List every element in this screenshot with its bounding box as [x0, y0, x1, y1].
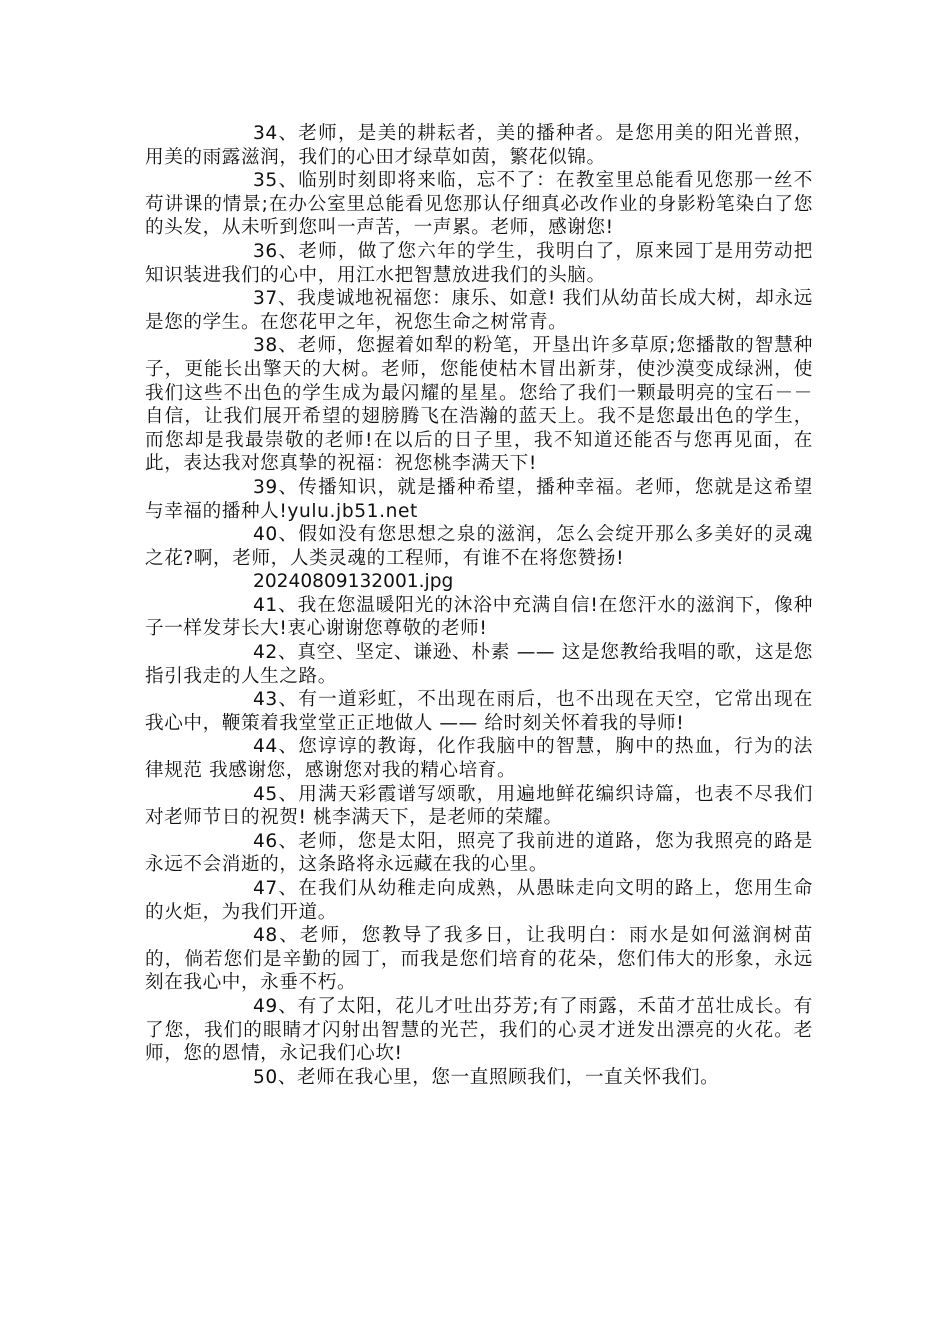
- paragraph-50: 50、老师在我心里，您一直照顾我们，一直关怀我们。: [253, 1066, 720, 1088]
- paragraph-49: 49、有了太阳，花儿才吐出芬芳;有了雨露，禾苗才茁壮成长。有了您，我们的眼睛才闪射出智慧的光芒，我们的心灵才迸发出漂亮的火花。老师，您的恩情，永记我们心坎!: [145, 995, 813, 1065]
- paragraph-34: 34、老师，是美的耕耘者，美的播种者。是您用美的阳光普照，用美的雨露滋润，我们的心田才绿草如茵，繁花似锦。: [145, 123, 813, 168]
- paragraph-42: 42、真空、坚定、谦逊、朴素 —— 这是您教给我唱的歌，这是您指引我走的人生之路。: [145, 642, 813, 687]
- paragraph-38: 38、老师，您握着如犁的粉笔，开垦出许多草原;您播散的智慧种子，更能长出擎天的大树。老师，您能使枯木冒出新芽，使沙漠变成绿洲，使我们这些不出色的学生成为最闪耀的星星。您给了我们一颗最明亮的宝石－－自信，让我们展开希望的翅膀腾飞在浩瀚的蓝天上。我不是您最出色的学生，而您却是我最崇敬的老师!在以后的日子里，我不知道还能否与您再见面，在此，表达我对您真挚的祝福：祝您桃李满天下!: [145, 335, 813, 475]
- paragraph-35: 35、临别时刻即将来临，忘不了：在教室里总能看见您那一丝不苟讲课的情景;在办公室里总能看见您那认仔细真必改作业的身影粉笔染白了您的头发，从未听到您叫一声苦，一声累。老师，感谢您!: [145, 170, 813, 239]
- paragraph-48: 48、老师，您教导了我多日，让我明白：雨水是如何滋润树苗的，倘若您们是辛勤的园丁，而我是您们培育的花朵，您们伟大的形象，永远刻在我心中，永垂不朽。: [145, 925, 813, 994]
- paragraph-47: 47、在我们从幼稚走向成熟，从愚昧走向文明的路上，您用生命的火炬，为我们开道。: [145, 878, 813, 923]
- paragraph-45: 45、用满天彩霞谱写颂歌，用遍地鲜花编织诗篇，也表不尽我们对老师节日的祝贺! 桃李满天下，是老师的荣耀。: [145, 783, 813, 829]
- paragraph-40: 40、假如没有您思想之泉的滋润，怎么会绽开那么多美好的灵魂之花?啊，老师，人类灵魂的工程师，有谁不在将您赞扬!: [145, 524, 813, 569]
- image-filename: 20240809132001.jpg: [253, 571, 454, 593]
- document-page: [145, 122, 813, 1089]
- paragraph-43: 43、有一道彩虹，不出现在雨后，也不出现在天空，它常出现在我心中，鞭策着我堂堂正正地做人 —— 给时刻关怀着我的导师!: [145, 689, 813, 734]
- paragraph-36: 36、老师，做了您六年的学生，我明白了，原来园丁是用劳动把知识装进我们的心中，用江水把智慧放进我们的头脑。: [145, 240, 813, 286]
- paragraph-39: 39、传播知识，就是播种希望，播种幸福。老师，您就是这希望与幸福的播种人!yulu.jb51.net: [145, 476, 813, 522]
- paragraph-37: 37、我虔诚地祝福您：康乐、如意! 我们从幼苗长成大树，却永远是您的学生。在您花甲之年，祝您生命之树常青。: [145, 288, 814, 333]
- paragraph-41: 41、我在您温暖阳光的沐浴中充满自信!在您汗水的滋润下，像种子一样发芽长大!衷心谢谢您尊敬的老师!: [145, 594, 813, 640]
- paragraph-46: 46、老师，您是太阳，照亮了我前进的道路，您为我照亮的路是永远不会消逝的，这条路将永远藏在我的心里。: [145, 830, 813, 876]
- paragraph-44: 44、您谆谆的教诲，化作我脑中的智慧，胸中的热血，行为的法律规范 我感谢您，感谢您对我的精心培育。: [145, 736, 813, 782]
